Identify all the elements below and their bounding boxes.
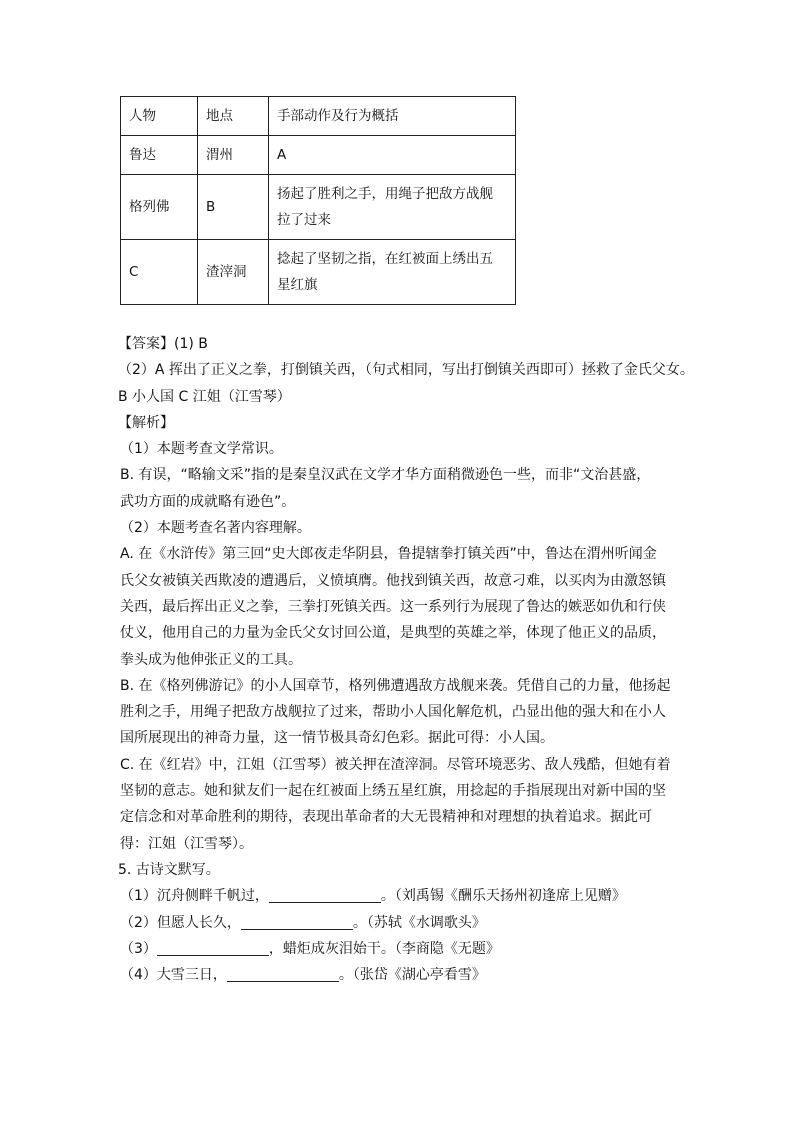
table-row <box>121 136 516 175</box>
answer-blank[interactable] <box>227 965 339 982</box>
question-suffix: 。（苏轼《水调歌头》 <box>352 914 486 931</box>
table-header-row <box>121 97 516 136</box>
analysis-line: C. 在《红岩》中，江姐（江雪琴）被关押在渣滓洞。尽管环境恶劣、敌人残酷，但她有着 <box>120 756 671 773</box>
table-cell: 渭州 <box>198 136 269 175</box>
question-suffix: 。（张岱《湖心亭看雪》 <box>338 967 486 984</box>
table-cell: 地点 <box>198 97 269 136</box>
table-cell: 人物 <box>121 97 198 136</box>
analysis-line: 坚韧的意志。她和狱友们一起在红被面上绣五星红旗，用捻起的手指展现出对新中国的坚 <box>120 783 666 800</box>
analysis-line: A. 在《水浒传》第三回“史大郎夜走华阴县，鲁提辖拳打镇关西”中，鲁达在渭州听闻金 <box>120 546 657 563</box>
cell-line: 星红旗 <box>277 277 318 293</box>
question-item <box>118 962 678 988</box>
answer-analysis-section <box>118 331 694 988</box>
analysis-line: 仗义，他用自己的力量为金氏父女讨回公道，是典型的英雄之举，体现了他正义的品质， <box>120 625 666 642</box>
analysis-line: 国所展现出的神奇力量，这一情节极具奇幻色彩。据此可得：小人国。 <box>120 730 554 747</box>
table-cell: 渣滓洞 <box>198 240 269 305</box>
analysis-line: 定信念和对革命胜利的期待，表现出革命者的大无畏精神和对理想的执着追求。据此可 <box>120 809 652 826</box>
analysis-heading: 【解析】 <box>118 414 174 431</box>
question-suffix: ，蜡炬成灰泪始干。（李商隐《无题》 <box>268 940 500 957</box>
question-item <box>118 936 678 962</box>
table-cell <box>269 240 516 305</box>
table-cell: 手部动作及行为概括 <box>269 97 516 136</box>
table-row <box>121 240 516 305</box>
analysis-line: （2）本题考查名著内容理解。 <box>120 520 311 537</box>
table-row <box>121 175 516 240</box>
question-item <box>118 910 678 936</box>
analysis-line: 关西，最后挥出正义之拳，三拳打死镇关西。这一系列行为展现了鲁达的嫉恶如仇和行侠 <box>120 598 666 615</box>
question-prefix: （1）沉舟侧畔千帆过， <box>120 888 269 905</box>
question-title: 5. 古诗文默写。 <box>118 861 220 878</box>
answer-blank[interactable] <box>269 886 381 903</box>
question-item <box>118 883 678 909</box>
table-cell: C <box>121 240 198 305</box>
question-prefix: （4）大雪三日， <box>120 967 227 984</box>
analysis-line: 氏父女被镇关西欺凌的遭遇后，义愤填膺。他找到镇关西，故意刁难，以买肉为由激怒镇 <box>120 572 666 589</box>
analysis-line: 武功方面的成就略有逊色”。 <box>120 493 296 510</box>
table-cell: 鲁达 <box>121 136 198 175</box>
table-cell: 格列佛 <box>121 175 198 240</box>
question-suffix: 。（刘禹锡《酬乐天扬州初逢席上见赠》 <box>380 888 626 905</box>
cell-line: 扬起了胜利之手，用绳子把敌方战舰 <box>277 186 493 202</box>
question-prefix: （3） <box>120 940 157 957</box>
cell-line: 捻起了坚韧之指，在红被面上绣出五 <box>277 251 493 267</box>
answer-line: 【答案】(1) B <box>118 336 208 352</box>
answer-line: （2）A 挥出了正义之拳，打倒镇关西，（句式相同，写出打倒镇关西即可）拯救了金氏父女。 <box>118 362 694 379</box>
answer-line: B 小人国 C 江姐（江雪琴） <box>118 388 291 405</box>
analysis-line: （1）本题考查文学常识。 <box>120 441 283 458</box>
question-prefix: （2）但愿人长久， <box>120 914 241 931</box>
analysis-line: 得：江姐（江雪琴）。 <box>120 835 253 852</box>
analysis-line: B. 在《格列佛游记》的小人国章节，格列佛遭遇敌方战舰来袭。凭借自己的力量，他扬起 <box>120 677 671 694</box>
table-cell <box>269 175 516 240</box>
cell-line: 拉了过来 <box>277 212 331 228</box>
character-table <box>120 96 516 305</box>
table-cell: A <box>269 136 516 175</box>
analysis-line: 拳头成为他伸张正义的工具。 <box>120 651 302 668</box>
answer-blank[interactable] <box>157 939 269 956</box>
analysis-line: B. 有误，“略输文采”指的是秦皇汉武在文学才华方面稍微逊色一些，而非“文治甚盛， <box>120 467 651 484</box>
analysis-line: 胜利之手，用绳子把敌方战舰拉了过来，帮助小人国化解危机，凸显出他的强大和在小人 <box>120 704 666 721</box>
answer-blank[interactable] <box>241 913 353 930</box>
table-cell: B <box>198 175 269 240</box>
